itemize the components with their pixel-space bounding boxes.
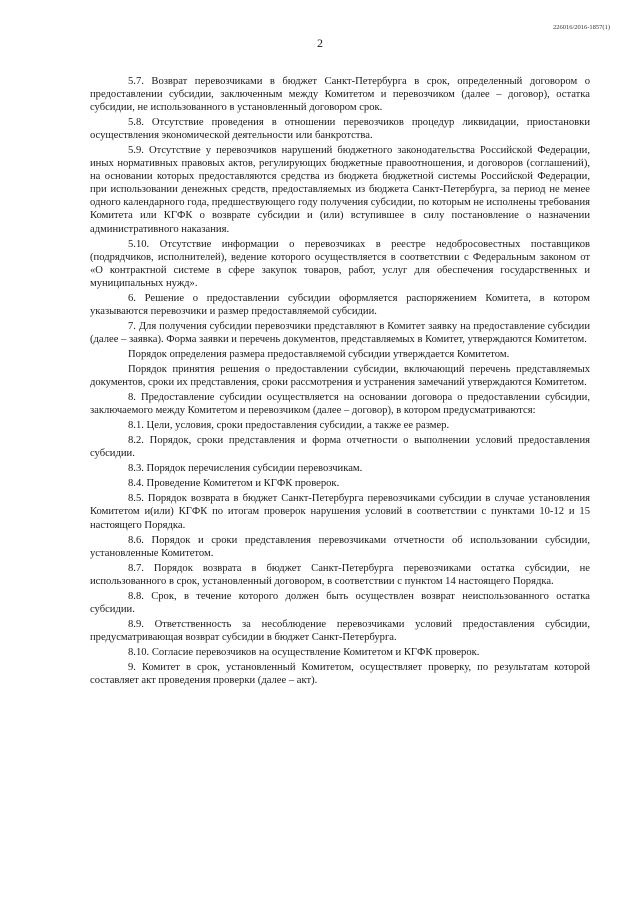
paragraph-8-9: 8.9. Ответственность за несоблюдение перевозчиками условий предоставления субсидии, предусматривающая возврат субсидии в бюджет Санкт-Петербурга. xyxy=(90,618,590,643)
paragraph-8-1: 8.1. Цели, условия, сроки предоставления субсидии, а также ее размер. xyxy=(128,420,450,432)
paragraph-7-procedure: Порядок принятия решения о предоставлении субсидии, включающий перечень представляемых документов, сроки их представления, сроки рассмотрения и устранения замечаний утверждаются Комитетом. xyxy=(90,363,590,389)
paragraph-8-10: 8.10. Согласие перевозчиков на осуществление Комитетом и КГФК проверок. xyxy=(128,646,480,658)
paragraph-7-size: Порядок определения размера предоставляемой субсидии утверждается Комитетом. xyxy=(128,348,510,360)
paragraph-9: 9. Комитет в срок, установленный Комитетом, осуществляет проверку, по результатам которой составляет акт проведения проверки (далее – акт). xyxy=(90,661,590,687)
paragraph-6: 6. Решение о предоставлении субсидии оформляется распоряжением Комитета, в котором указываются перевозчики и размер предоставляемой субсидии. xyxy=(90,292,590,317)
paragraph-8-8: 8.8. Срок, в течение которого должен быть осуществлен возврат неиспользованного остатка субсидии. xyxy=(90,590,590,615)
paragraph-5-8: 5.8. Отсутствие проведения в отношении перевозчиков процедур ликвидации, приостановки осуществления экономической деятельности или банкротства. xyxy=(90,117,590,142)
paragraph-8-6: 8.6. Порядок и сроки представления перевозчиками отчетности об использовании субсидии, установленные Комитетом. xyxy=(90,534,590,559)
paragraph-5-9: 5.9. Отсутствие у перевозчиков нарушений бюджетного законодательства Российской Федерации, иных нормативных правовых актов, регулирующих бюджетные правоотношения, и договоров (соглашений), на основании которых предоставляются средства из бюджета бюджетной системы Российской Федерации, при использовании денежных средств, предоставляемых из бюджета Санкт-Петербурга, за период не менее одного календарного года, предшествующего году получения субсидии, по которым не исполнены требования Комитета или КГФК о возврате субсидии и (или) вступившее в силу постановление о назначении административного наказания. xyxy=(90,145,590,235)
paragraph-8-4: 8.4. Проведение Комитетом и КГФК проверок. xyxy=(128,478,340,490)
paragraph-8: 8. Предоставление субсидии осуществляется на основании договора о предоставлении субсидии, заключаемого между Комитетом и перевозчиком (далее – договор), в котором предусматриваются: xyxy=(90,392,590,417)
paragraph-8-5: 8.5. Порядок возврата в бюджет Санкт-Петербурга перевозчиками субсидии в случае установления Комитетом и(или) КГФК по итогам проверок нарушения условий в соответствии с пунктами 10-12 и 15 настоящего Порядка. xyxy=(90,493,590,531)
paragraph-8-2: 8.2. Порядок, сроки представления и форма отчетности о выполнении условий предоставления субсидии. xyxy=(90,435,590,460)
paragraph-5-10: 5.10. Отсутствие информации о перевозчиках в реестре недобросовестных поставщиков (подрядчиков, исполнителей), ведение которого осуществляется в соответствии с Федеральным законом от «О контрактной системе в сфере закупок товаров, работ, услуг для обеспечения государственных и муниципальных нужд». xyxy=(90,238,590,289)
paragraph-5-7: 5.7. Возврат перевозчиками в бюджет Санкт-Петербурга в срок, определенный договором о предоставлении субсидии, заключенным между Комитетом и перевозчиком (далее – договор), остатка субсидии, не использованного в установленный договором срок. xyxy=(90,76,590,114)
document-code: 226016/2016-1857(1) xyxy=(552,24,610,31)
paragraph-8-7: 8.7. Порядок возврата в бюджет Санкт-Петербурга перевозчиками остатка субсидии, не использованного в срок, установленный договором, в соответствии с пунктом 14 настоящего Порядка. xyxy=(90,562,590,587)
paragraph-7: 7. Для получения субсидии перевозчики представляют в Комитет заявку на предоставление субсидии (далее – заявка). Форма заявки и перечень документов, представляемых в Комитет, утверждаются Комитетом. xyxy=(90,320,590,345)
paragraph-8-3: 8.3. Порядок перечисления субсидии перевозчикам. xyxy=(128,463,363,475)
document-body xyxy=(90,75,590,689)
page-number: 2 xyxy=(317,36,323,50)
